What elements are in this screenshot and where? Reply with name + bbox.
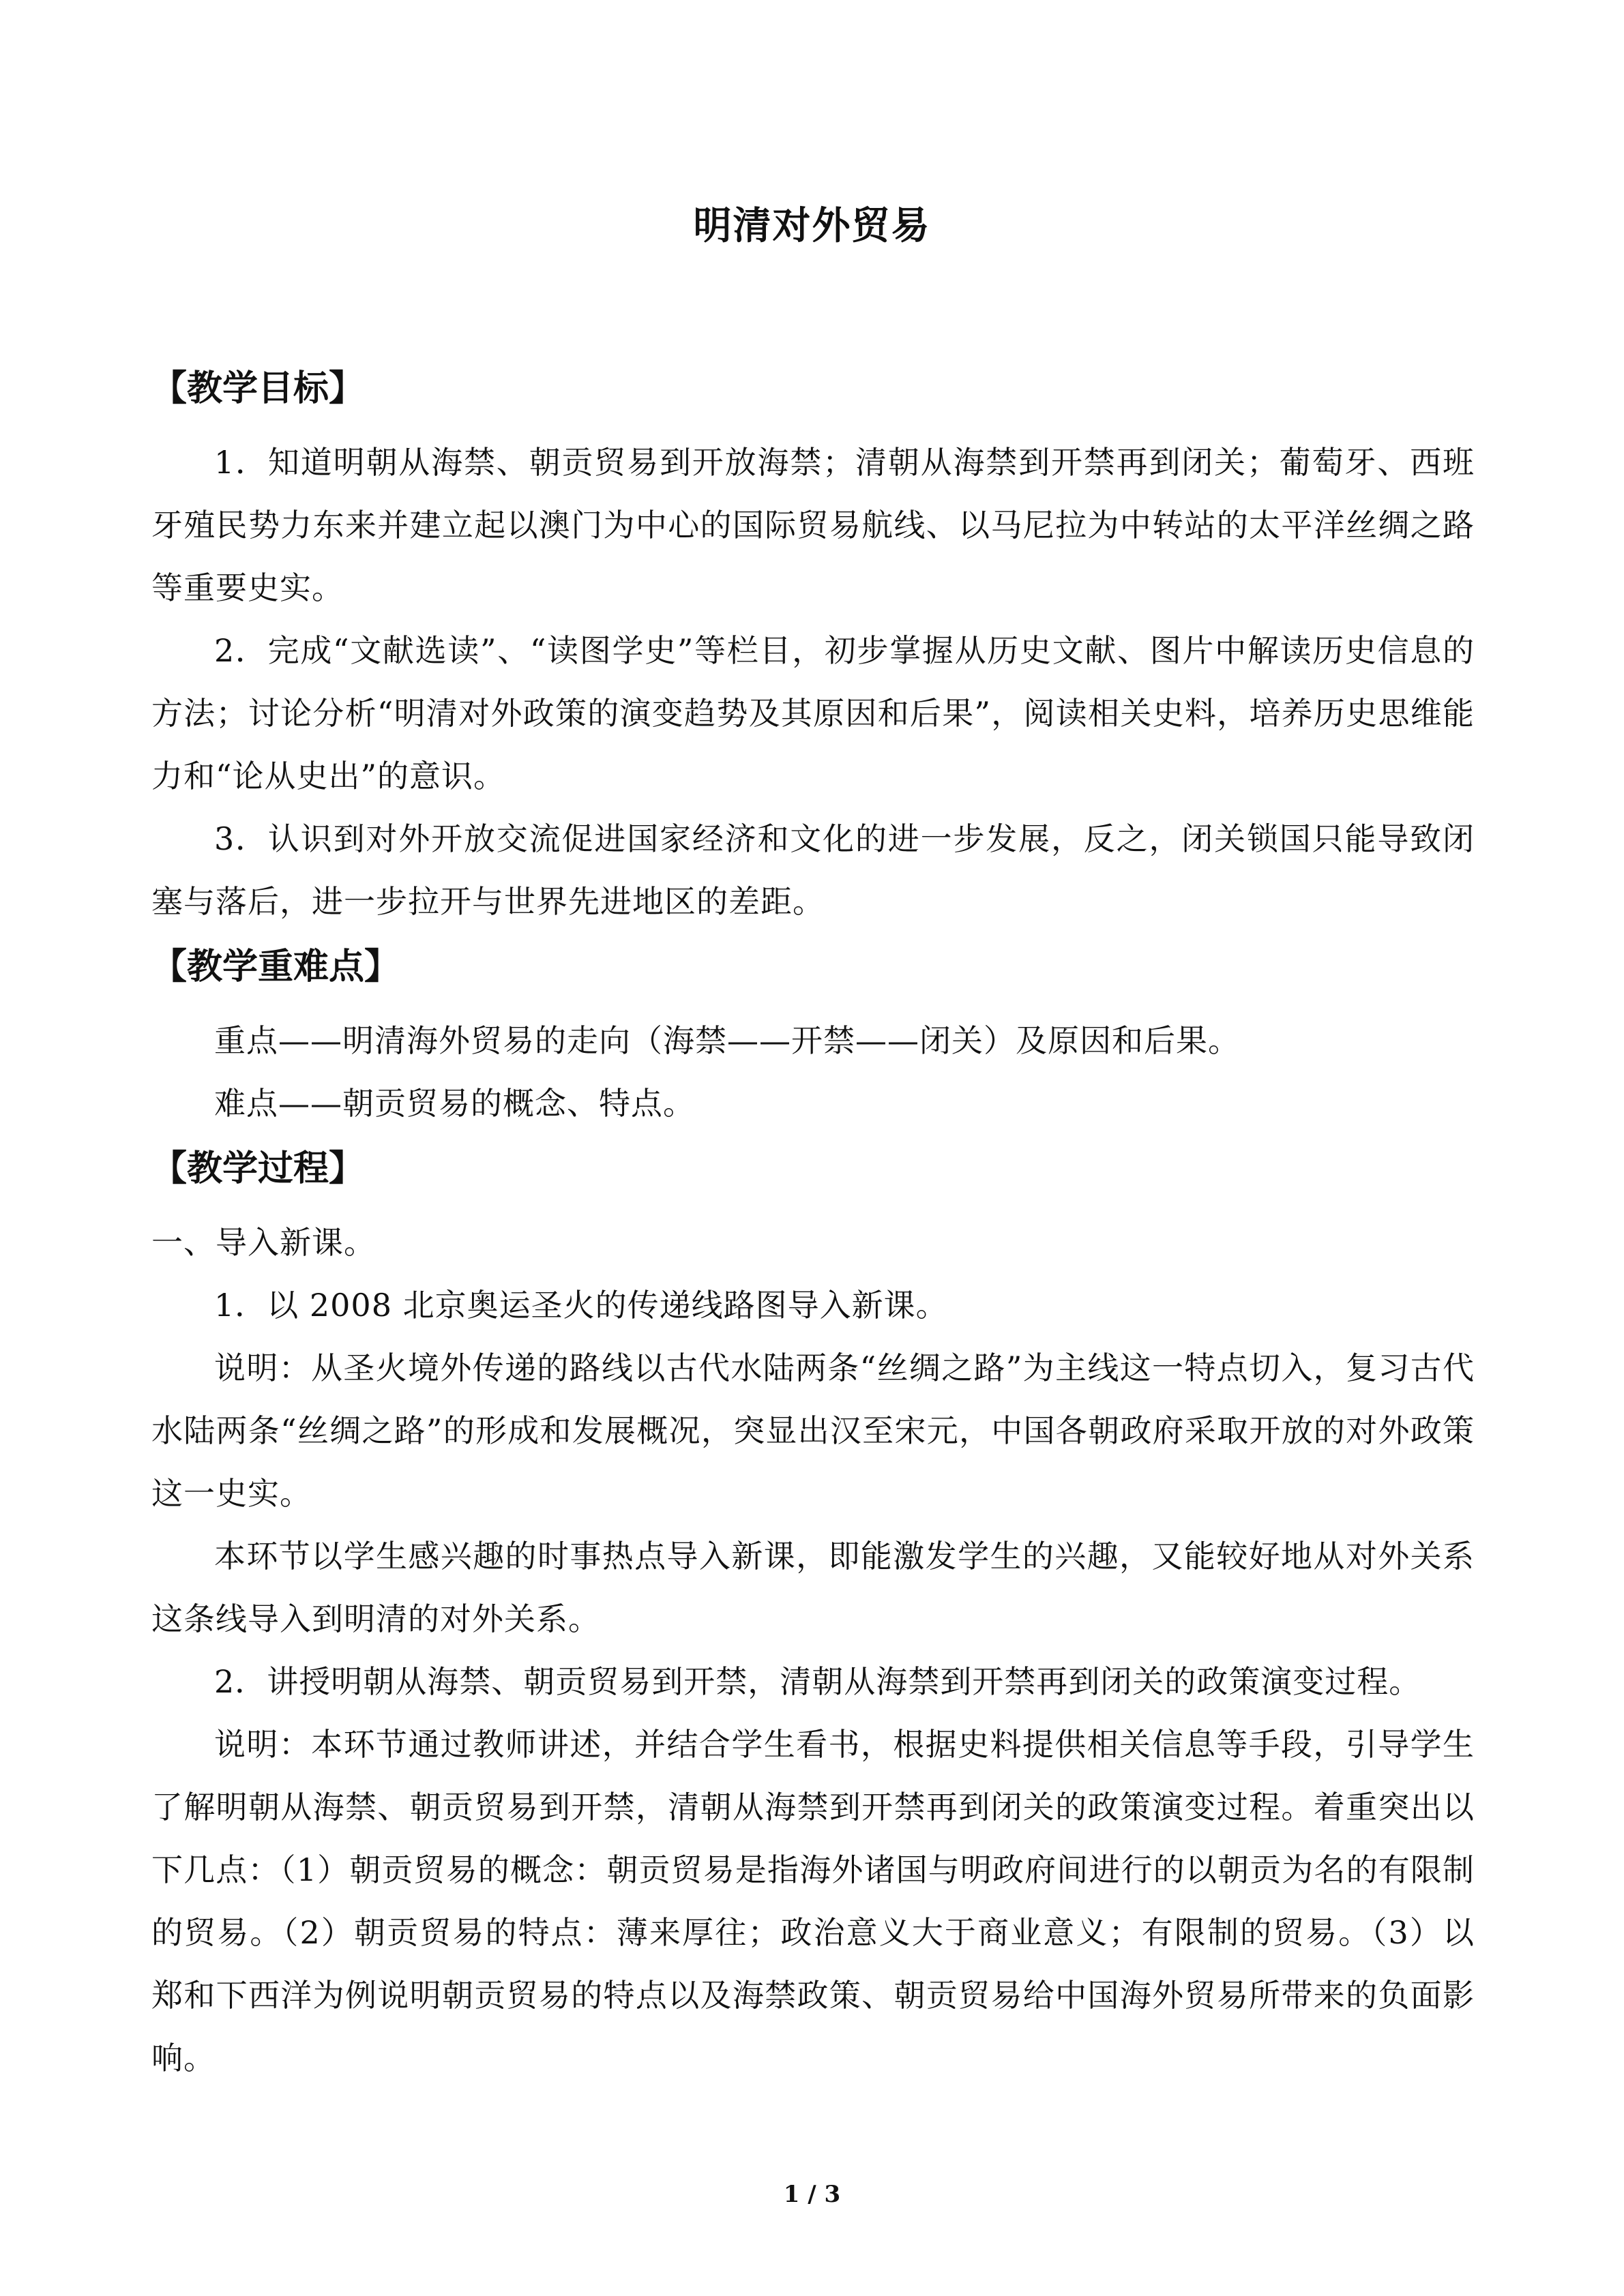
page-number: 1 / 3 [783, 2181, 841, 2208]
process-paragraph-5: 说明：本环节通过教师讲述，并结合学生看书，根据史料提供相关信息等手段，引导学生了解明朝从海禁、朝贡贸易到开禁，清朝从海禁到开禁再到闭关的政策演变过程。着重突出以下几点：（1）朝贡贸易的概念：朝贡贸易是指海外诸国与明政府间进行的以朝贡为名的有限制的贸易。（2）朝贡贸易的特点：薄来厚往；政治意义大于商业意义；有限制的贸易。（3）以郑和下西洋为例说明朝贡贸易的特点以及海禁政策、朝贡贸易给中国海外贸易所带来的负面影响。 [151, 1726, 1475, 2076]
section-heading-process: 【教学过程】 [151, 1148, 365, 1189]
section-heading-objectives: 【教学目标】 [151, 368, 365, 409]
objective-paragraph-2: 2．完成“文献选读”、“读图学史”等栏目，初步掌握从历史文献、图片中解读历史信息的方法；讨论分析“明清对外政策的演变趋势及其原因和后果”，阅读相关史料，培养历史思维能力和“论从史出”的意识。 [151, 632, 1475, 794]
section-heading-key-points: 【教学重难点】 [151, 946, 400, 987]
process-paragraph-2: 说明：从圣火境外传递的路线以古代水陆两条“丝绸之路”为主线这一特点切入，复习古代水陆两条“丝绸之路”的形成和发展概况，突显出汉至宋元，中国各朝政府采取开放的对外政策这一史实。 [151, 1350, 1475, 1512]
process-subheading: 一、导入新课。 [151, 1224, 376, 1261]
process-paragraph-1: 1．以 2008 北京奥运圣火的传递线路图导入新课。 [214, 1287, 948, 1324]
page-title: 明清对外贸易 [693, 203, 931, 248]
objective-paragraph-3: 3．认识到对外开放交流促进国家经济和文化的进一步发展，反之，闭关锁国只能导致闭塞与落后，进一步拉开与世界先进地区的差距。 [151, 820, 1475, 920]
document-body [151, 355, 1475, 2089]
process-paragraph-3: 本环节以学生感兴趣的时事热点导入新课，即能激发学生的兴趣，又能较好地从对外关系这条线导入到明清的对外关系。 [151, 1538, 1475, 1637]
objective-paragraph-1: 1．知道明朝从海禁、朝贡贸易到开放海禁；清朝从海禁到开禁再到闭关；葡萄牙、西班牙殖民势力东来并建立起以澳门为中心的国际贸易航线、以马尼拉为中转站的太平洋丝绸之路等重要史实。 [151, 444, 1475, 606]
key-point-paragraph: 重点——明清海外贸易的走向（海禁——开禁——闭关）及原因和后果。 [214, 1022, 1240, 1059]
process-paragraph-4: 2．讲授明朝从海禁、朝贡贸易到开禁，清朝从海禁到开禁再到闭关的政策演变过程。 [214, 1663, 1421, 1700]
difficulty-paragraph: 难点——朝贡贸易的概念、特点。 [214, 1085, 695, 1122]
